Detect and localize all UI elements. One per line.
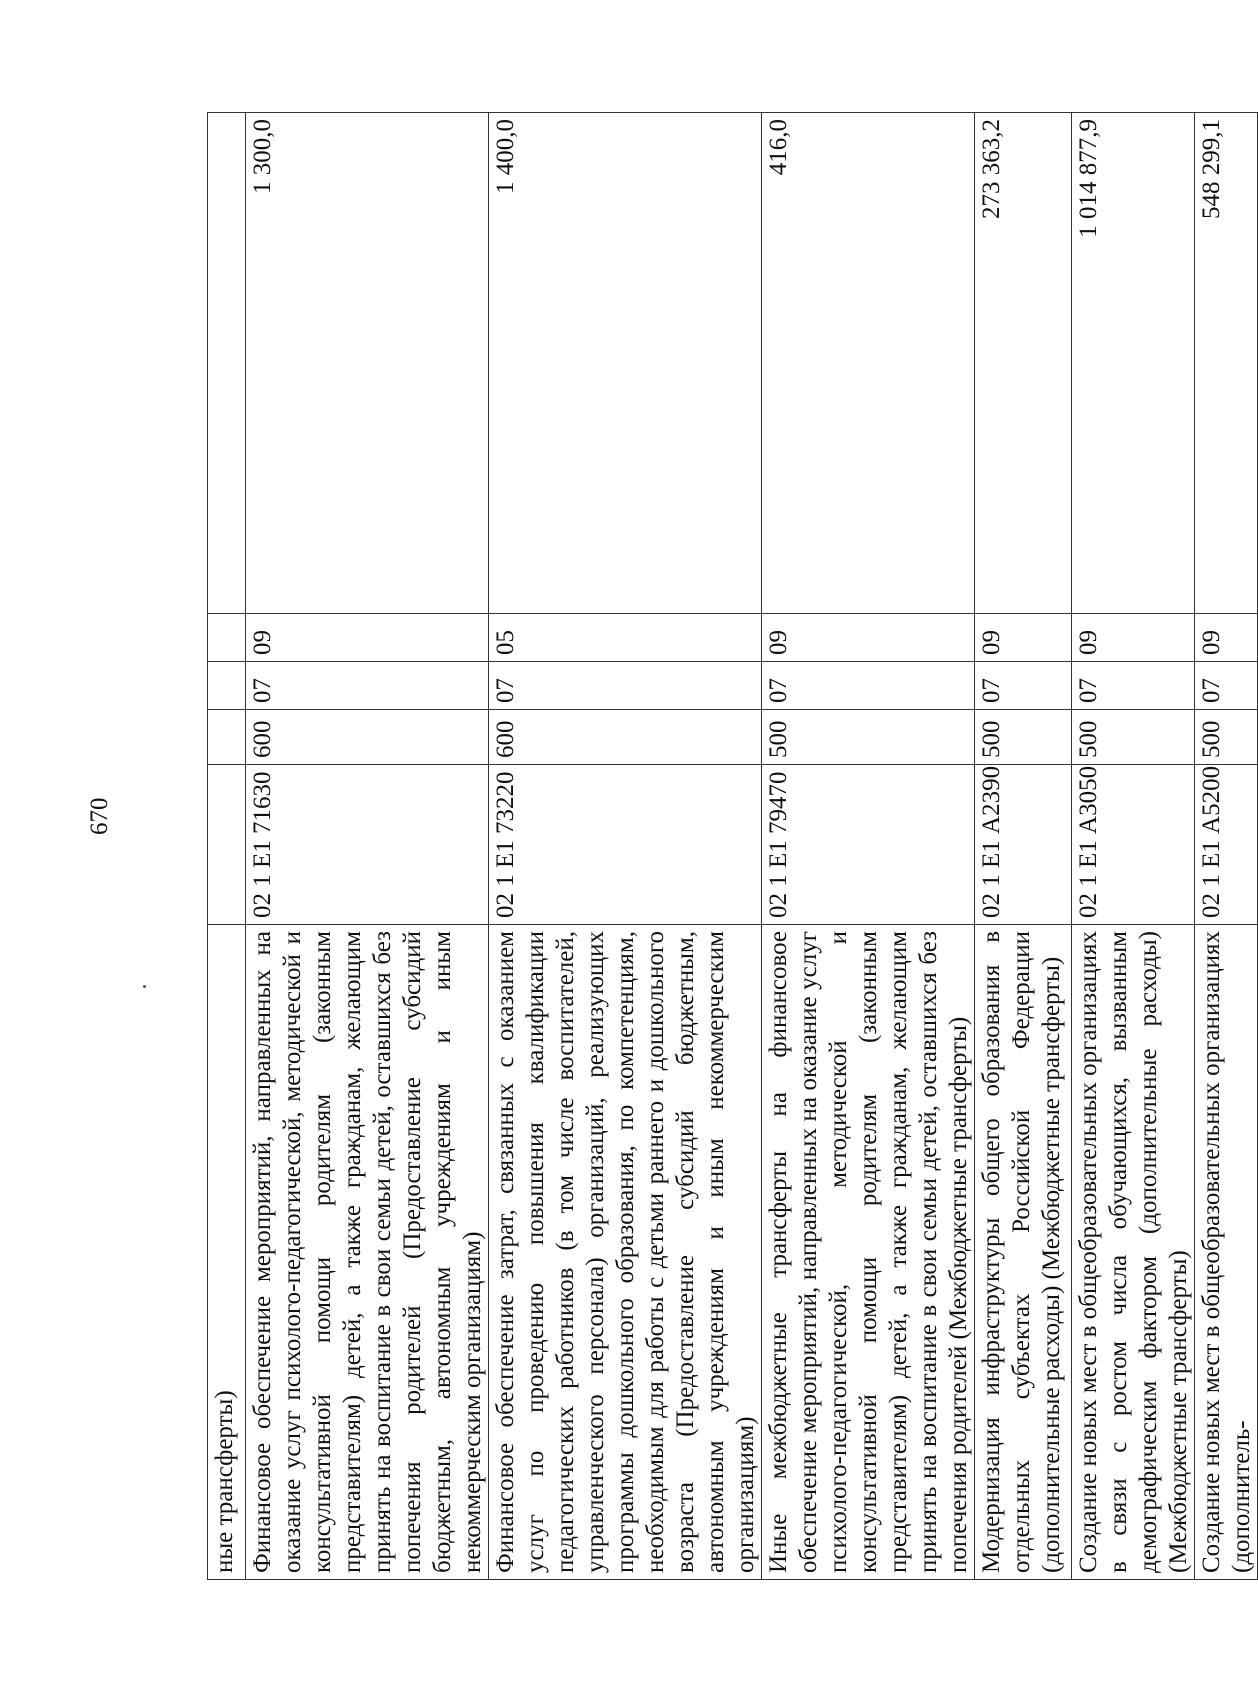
table-row — [975, 113, 1072, 1580]
row-amount — [208, 113, 246, 614]
table-row — [1195, 113, 1258, 1580]
row-description: ные трансферты) — [208, 925, 246, 1580]
row-section: 07 — [1195, 662, 1258, 710]
row-description: Создание новых мест в общеобразовательных организациях в связи с ростом числа обучающихся, вызванным демографическим фактором (дополнительные расходы) (Межбюджетные трансферты) — [1072, 925, 1195, 1580]
row-section — [208, 662, 246, 710]
row-section: 07 — [1072, 662, 1195, 710]
row-amount: 1 014 877,9 — [1072, 113, 1195, 614]
row-target-code: 02 1 Е1 79470 — [762, 765, 975, 925]
row-expense-type: 500 — [1195, 710, 1258, 765]
row-section: 07 — [489, 662, 762, 710]
row-subsection: 09 — [246, 614, 489, 662]
row-subsection: 09 — [762, 614, 975, 662]
row-subsection: 09 — [1072, 614, 1195, 662]
row-expense-type: 500 — [975, 710, 1072, 765]
row-expense-type: 500 — [762, 710, 975, 765]
row-expense-type: 600 — [246, 710, 489, 765]
row-target-code: 02 1 Е1 А3050 — [1072, 765, 1195, 925]
row-target-code: 02 1 Е1 73220 — [489, 765, 762, 925]
table-row — [208, 113, 246, 1580]
table-row — [489, 113, 762, 1580]
row-target-code: 02 1 Е1 71630 — [246, 765, 489, 925]
row-description: Иные межбюджетные трансферты на финансовое обеспечение мероприятий, направленных на оказание услуг психолого-педагогической, методической и консультативной помощи родителям (законным представителям) детей, а также гражданам, желающим принять на воспитание в свои семьи детей, оставшихся без попечения родителей (Межбюджетные трансферты) — [762, 925, 975, 1580]
row-target-code — [208, 765, 246, 925]
budget-table — [207, 112, 1258, 1580]
table-row — [1072, 113, 1195, 1580]
row-description: Модернизация инфраструктуры общего образования в отдельных субъектах Российской Федерации (дополнительные расходы) (Межбюджетные трансферты) — [975, 925, 1072, 1580]
row-amount: 273 363,2 — [975, 113, 1072, 614]
row-expense-type — [208, 710, 246, 765]
row-amount: 416,0 — [762, 113, 975, 614]
row-section: 07 — [975, 662, 1072, 710]
page-number: 670 — [86, 797, 113, 835]
row-subsection: 09 — [975, 614, 1072, 662]
table-row — [246, 113, 489, 1580]
row-subsection — [208, 614, 246, 662]
row-description: Финансовое обеспечение мероприятий, направленных на оказание услуг психолого-педагогической, методической и консультативной помощи родителям (законным представителям) детей, а также гражданам, желающим принять на воспитание в свои семьи детей, оставшихся без попечения родителей (Предоставление субсидий бюджетным, автономным учреждениям и иным некоммерческим организациям) — [246, 925, 489, 1580]
rotated-page-content — [207, 112, 1255, 1580]
row-amount: 1 300,0 — [246, 113, 489, 614]
table-row — [762, 113, 975, 1580]
row-subsection: 09 — [1195, 614, 1258, 662]
row-section: 07 — [246, 662, 489, 710]
row-description: Финансовое обеспечение затрат, связанных с оказанием услуг по проведению повышения квалификации педагогических работников (в том числе воспитателей, управленческого персонала) организаций, реализующих программы дошкольного образования, по компетенциям, необходимым для работы с детьми раннего и дошкольного возраста (Предоставление субсидий бюджетным, автономным учреждениям и иным некоммерческим организациям) — [489, 925, 762, 1580]
row-description: Создание новых мест в общеобразовательных организациях (дополнитель- — [1195, 925, 1258, 1580]
row-subsection: 05 — [489, 614, 762, 662]
row-section: 07 — [762, 662, 975, 710]
row-expense-type: 600 — [489, 710, 762, 765]
scan-speck — [143, 985, 146, 988]
row-expense-type: 500 — [1072, 710, 1195, 765]
row-target-code: 02 1 Е1 А2390 — [975, 765, 1072, 925]
row-target-code: 02 1 Е1 А5200 — [1195, 765, 1258, 925]
row-amount: 1 400,0 — [489, 113, 762, 614]
row-amount: 548 299,1 — [1195, 113, 1258, 614]
